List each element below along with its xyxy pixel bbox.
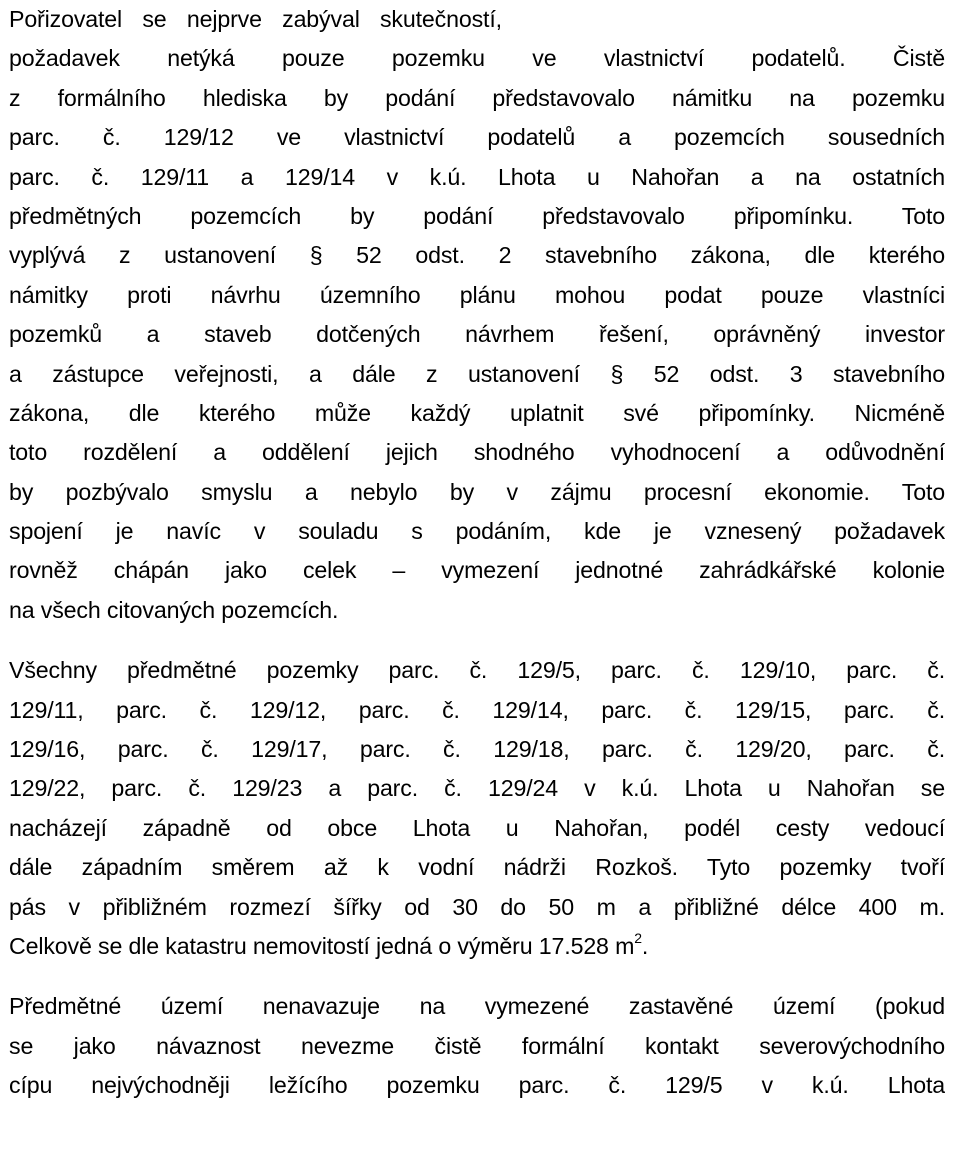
text-line: 129/11, parc. č. 129/12, parc. č. 129/14, parc. č. 129/15, parc. č. [9, 696, 945, 723]
text-line: dále západním směrem až k vodní nádrži Rozkoš. Tyto pozemky tvoří [9, 854, 945, 881]
text-line: rovněž chápán jako celek – vymezení jednotné zahrádkářské kolonie [9, 557, 945, 584]
text-line: Předmětné území nenavazuje na vymezené zastavěné území (pokud [9, 993, 945, 1020]
paragraph-spacing [9, 630, 945, 651]
text-line: požadavek netýká pouze pozemku ve vlastnictví podatelů. Čistě [9, 45, 945, 72]
text-line: nacházejí západně od obce Lhota u Nahořan, podél cesty vedoucí [9, 814, 945, 841]
text-line: Všechny předmětné pozemky parc. č. 129/5, parc. č. 129/10, parc. č. [9, 657, 945, 684]
text-line: pozemků a staveb dotčených návrhem řešení, oprávněný investor [9, 321, 945, 348]
text-line: parc. č. 129/12 ve vlastnictví podatelů a pozemcích sousedních [9, 124, 945, 151]
text-line: toto rozdělení a oddělení jejich shodného vyhodnocení a odůvodnění [9, 439, 945, 466]
paragraph-1 [9, 0, 945, 630]
text-line: zákona, dle kterého může každý uplatnit své připomínky. Nicméně [9, 399, 945, 426]
text-line: parc. č. 129/11 a 129/14 v k.ú. Lhota u Nahořan a na ostatních [9, 163, 945, 190]
text-line: se jako návaznost nevezme čistě formální kontakt severovýchodního [9, 1032, 945, 1059]
paragraph-spacing [9, 966, 945, 987]
text-line: z formálního hlediska by podání představovalo námitku na pozemku [9, 84, 945, 111]
text-line: vyplývá z ustanovení § 52 odst. 2 stavebního zákona, dle kterého [9, 242, 945, 269]
text-line: 129/22, parc. č. 129/23 a parc. č. 129/24 v k.ú. Lhota u Nahořan se [9, 775, 945, 802]
text-line: pás v přibližném rozmezí šířky od 30 do 50 m a přibližné délce 400 m. [9, 893, 945, 920]
text-line: Pořizovatel se nejprve zabýval skutečností, [9, 6, 502, 32]
text-line: na všech citovaných pozemcích. [9, 596, 339, 623]
paragraph-3 [9, 987, 945, 1105]
document-page [9, 0, 945, 1106]
paragraph-2 [9, 651, 945, 966]
text-line: spojení je navíc v souladu s podáním, kde je vznesený požadavek [9, 518, 945, 545]
text-line: cípu nejvýchodněji ležícího pozemku parc. č. 129/5 v k.ú. Lhota [9, 1072, 945, 1099]
sentence-end: . [641, 932, 649, 959]
text-line: námitky proti návrhu územního plánu mohou podat pouze vlastníci [9, 281, 945, 308]
text-line: a zástupce veřejnosti, a dále z ustanovení § 52 odst. 3 stavebního [9, 360, 945, 387]
text-line: by pozbývalo smyslu a nebylo by v zájmu procesní ekonomie. Toto [9, 478, 945, 505]
superscript: 2 [634, 930, 642, 947]
text-line: předmětných pozemcích by podání představovalo připomínku. Toto [9, 202, 945, 229]
text-line [9, 927, 945, 966]
text-line: 129/16, parc. č. 129/17, parc. č. 129/18, parc. č. 129/20, parc. č. [9, 736, 945, 763]
text-line-content: Celkově se dle katastru nemovitostí jedná o výměru 17.528 m [9, 932, 635, 959]
